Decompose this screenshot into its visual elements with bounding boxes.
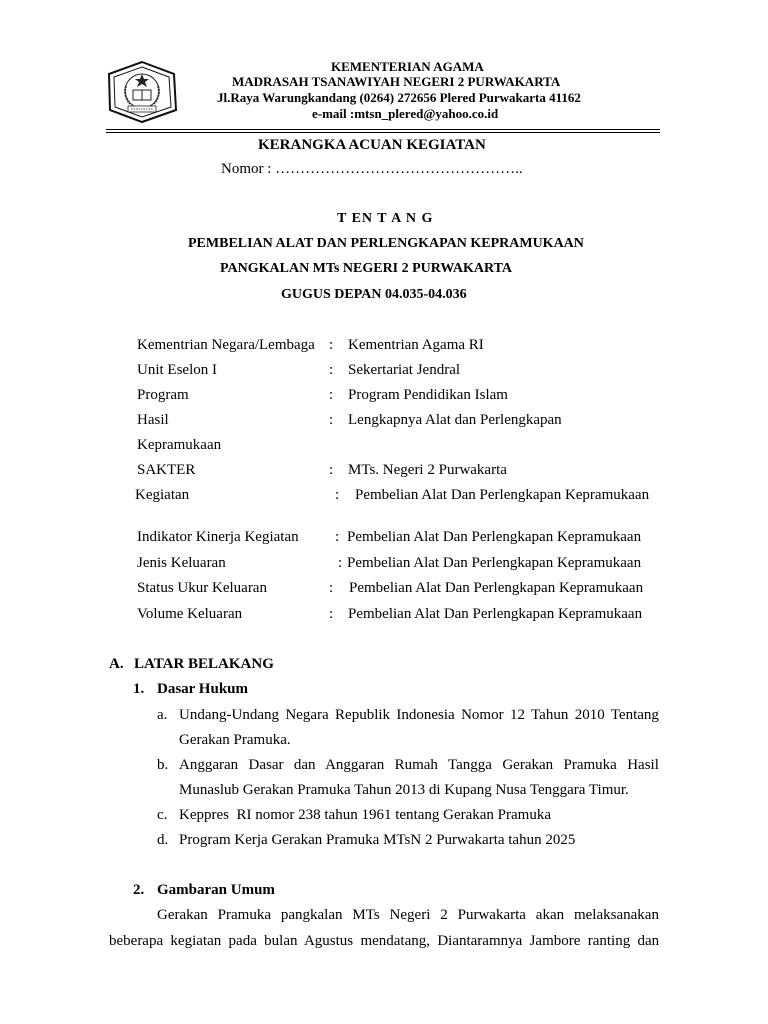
info-colon: : xyxy=(329,337,334,353)
list-marker: a. xyxy=(157,707,168,723)
list-marker: c. xyxy=(157,807,168,823)
list-item-text: Munaslub Gerakan Pramuka Tahun 2013 di Kupang Nusa Tenggara Timur. xyxy=(179,782,629,798)
info-colon: : xyxy=(329,462,334,478)
indicator-label: Volume Keluaran xyxy=(137,606,243,622)
school-name: MADRASAH TSANAWIYAH NEGERI 2 PURWAKARTA xyxy=(232,74,561,89)
indicator-value: Pembelian Alat Dan Perlengkapan Kepramukaan xyxy=(348,606,643,622)
indicator-value: Pembelian Alat Dan Perlengkapan Kepramukaan xyxy=(347,555,642,571)
list-item-text: Program Kerja Gerakan Pramuka MTsN 2 Purwakarta tahun 2025 xyxy=(179,832,576,848)
info-label: Kegiatan xyxy=(135,487,190,503)
paragraph-line: Gerakan Pramuka pangkalan MTs Negeri 2 Purwakarta akan melaksanakan xyxy=(157,907,659,923)
info-colon: : xyxy=(329,362,334,378)
header-rule-top xyxy=(106,129,660,130)
list-item-text: Undang-Undang Negara Republik Indonesia Nomor 12 Tahun 2010 Tentang xyxy=(179,707,659,723)
ministry-name: KEMENTERIAN AGAMA xyxy=(331,59,484,74)
subsection-1-title: Dasar Hukum xyxy=(157,681,248,697)
list-item-text: Gerakan Pramuka. xyxy=(179,732,291,748)
info-value: Kementrian Agama RI xyxy=(348,337,484,353)
indicator-colon: : xyxy=(338,555,343,571)
doc-number: Nomor : ………………………………………….. xyxy=(221,161,523,177)
doc-title: KERANGKA ACUAN KEGIATAN xyxy=(258,137,486,153)
info-value: Pembelian Alat Dan Perlengkapan Kepramukaan xyxy=(355,487,650,503)
indicator-colon: : xyxy=(329,606,334,622)
info-colon: : xyxy=(335,487,340,503)
indicator-label: Status Ukur Keluaran xyxy=(137,580,267,596)
indicator-value: Pembelian Alat Dan Perlengkapan Kepramukaan xyxy=(349,580,644,596)
info-label: Program xyxy=(137,387,189,403)
subsection-2-title: Gambaran Umum xyxy=(157,882,275,898)
subsection-2-marker: 2. xyxy=(133,882,145,898)
info-colon: : xyxy=(329,387,334,403)
indicator-label: Jenis Keluaran xyxy=(137,555,226,571)
info-label: Unit Eselon I xyxy=(137,362,217,378)
header-rule-bottom xyxy=(106,132,660,133)
list-item-text: Anggaran Dasar dan Anggaran Rumah Tangga Gerakan Pramuka Hasil xyxy=(179,757,659,773)
list-item-text: Keppres RI nomor 238 tahun 1961 tentang Gerakan Pramuka xyxy=(179,807,551,823)
indicator-colon: : xyxy=(335,529,340,545)
indicator-value: Pembelian Alat Dan Perlengkapan Kepramukaan xyxy=(347,529,642,545)
kementerian-agama-logo xyxy=(106,60,178,124)
info-label: Kepramukaan xyxy=(137,437,222,453)
info-label: SAKTER xyxy=(137,462,196,478)
info-label: Hasil xyxy=(137,412,169,428)
paragraph-line: beberapa kegiatan pada bulan Agustus mendatang, Diantaramnya Jambore ranting dan xyxy=(109,933,660,949)
subsection-1-marker: 1. xyxy=(133,681,145,697)
list-marker: d. xyxy=(157,832,169,848)
info-value: Program Pendidikan Islam xyxy=(348,387,508,403)
info-value: MTs. Negeri 2 Purwakarta xyxy=(348,462,507,478)
subject-line-2: PANGKALAN MTs NEGERI 2 PURWAKARTA xyxy=(220,261,512,276)
subject-line-3: GUGUS DEPAN 04.035-04.036 xyxy=(281,287,467,302)
info-value: Lengkapnya Alat dan Perlengkapan xyxy=(348,412,562,428)
indicator-label: Indikator Kinerja Kegiatan xyxy=(137,529,299,545)
subject-line-1: PEMBELIAN ALAT DAN PERLENGKAPAN KEPRAMUKAAN xyxy=(188,236,584,251)
tentang-heading: T EN T A N G xyxy=(337,211,434,226)
list-marker: b. xyxy=(157,757,169,773)
school-address: Jl.Raya Warungkandang (0264) 272656 Plered Purwakarta 41162 xyxy=(217,90,581,105)
section-a-title: LATAR BELAKANG xyxy=(134,656,274,672)
info-value: Sekertariat Jendral xyxy=(348,362,461,378)
section-a-marker: A. xyxy=(109,656,124,672)
emblem-icon xyxy=(106,60,178,124)
info-colon: : xyxy=(329,412,334,428)
info-label: Kementrian Negara/Lembaga xyxy=(137,337,315,353)
indicator-colon: : xyxy=(329,580,334,596)
school-email: e-mail :mtsn_plered@yahoo.co.id xyxy=(312,106,499,121)
